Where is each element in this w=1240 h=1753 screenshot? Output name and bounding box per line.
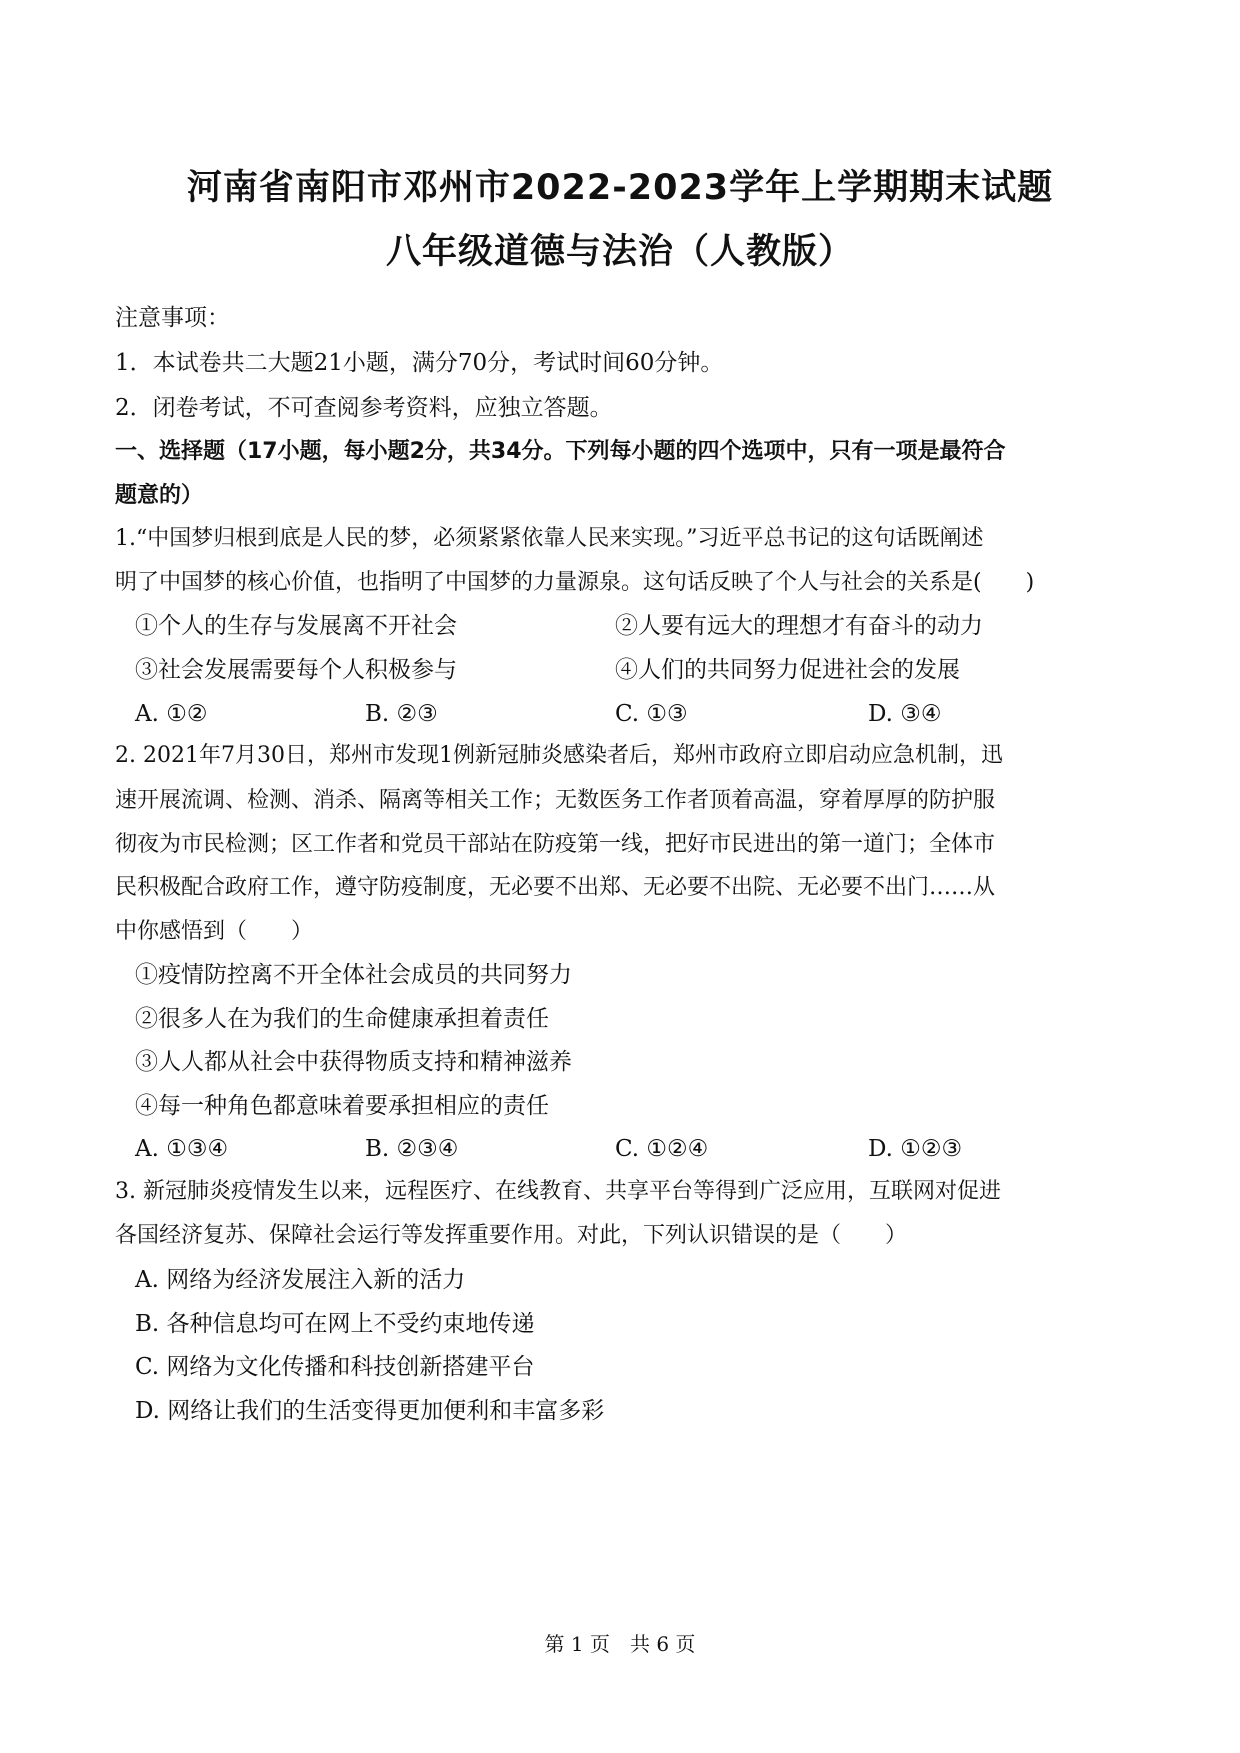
q2-option-d: D. ①②③ — [868, 1136, 963, 1162]
exam-title: 河南省南阳市邓州市2022-2023学年上学期期末试题 — [186, 168, 1054, 208]
q1-text-line-2: 明了中国梦的核心价值，也指明了中国梦的力量源泉。这句话反映了个人与社会的关系是( ) — [115, 570, 1035, 595]
q3-text-line-1: 3. 新冠肺炎疫情发生以来，远程医疗、在线教育、共享平台等得到广泛应用，互联网对促进 — [115, 1179, 1001, 1204]
exam-subtitle: 八年级道德与法治（人教版） — [385, 232, 854, 272]
q1-statement-1: ①个人的生存与发展离不开社会 — [135, 613, 457, 639]
q2-statement-4: ④每一种角色都意味着要承担相应的责任 — [135, 1093, 549, 1119]
q1-statement-3: ③社会发展需要每个人积极参与 — [135, 657, 457, 683]
q2-text-line-1: 2. 2021年7月30日，郑州市发现1例新冠肺炎感染者后，郑州市政府立即启动应急机制，迅 — [115, 743, 1003, 768]
q3-text-line-2: 各国经济复苏、保障社会运行等发挥重要作用。对此，下列认识错误的是（ ） — [115, 1223, 908, 1248]
q2-option-c: C. ①②④ — [615, 1136, 709, 1162]
q1-statement-2: ②人要有远大的理想才有奋斗的动力 — [615, 613, 983, 639]
q1-option-c: C. ①③ — [615, 701, 688, 727]
q1-option-d: D. ③④ — [868, 701, 942, 727]
q1-option-b: B. ②③ — [365, 701, 438, 727]
section-heading: 一、选择题（17小题，每小题2分，共34分。下列每小题的四个选项中，只有一项是最符合 — [115, 439, 1006, 464]
q3-option-c: C. 网络为文化传播和科技创新搭建平台 — [135, 1354, 535, 1380]
q2-option-a: A. ①③④ — [135, 1136, 229, 1162]
q2-statement-1: ①疫情防控离不开全体社会成员的共同努力 — [135, 962, 572, 988]
notice-item-1: 1．本试卷共二大题21小题，满分70分，考试时间60分钟。 — [115, 350, 724, 376]
q2-text-line-4: 民积极配合政府工作，遵守防疫制度，无必要不出郑、无必要不出院、无必要不出门……从 — [115, 875, 996, 900]
q2-option-b: B. ②③④ — [365, 1136, 459, 1162]
q1-text-line-1: 1.“中国梦归根到底是人民的梦，必须紧紧依靠人民来实现。”习近平总书记的这句话既阐述 — [115, 526, 984, 551]
q2-text-line-3: 彻夜为市民检测；区工作者和党员干部站在防疫第一线，把好市民进出的第一道门；全体市 — [115, 832, 996, 857]
q2-text-line-2: 速开展流调、检测、消杀、隔离等相关工作；无数医务工作者顶着高温，穿着厚厚的防护服 — [115, 788, 996, 813]
page-footer: 第 1 页 共 6 页 — [544, 1632, 696, 1656]
q2-statement-2: ②很多人在为我们的生命健康承担着责任 — [135, 1006, 549, 1032]
q2-text-line-5: 中你感悟到（ ） — [115, 919, 314, 944]
q3-option-d: D. 网络让我们的生活变得更加便利和丰富多彩 — [135, 1398, 605, 1424]
notice-heading: 注意事项： — [115, 305, 230, 331]
q2-statement-3: ③人人都从社会中获得物质支持和精神滋养 — [135, 1049, 572, 1075]
q1-statement-4: ④人们的共同努力促进社会的发展 — [615, 657, 960, 683]
q1-option-a: A. ①② — [135, 701, 208, 727]
q3-option-b: B. 各种信息均可在网上不受约束地传递 — [135, 1311, 535, 1337]
section-heading-cont: 题意的） — [115, 483, 204, 508]
q3-option-a: A. 网络为经济发展注入新的活力 — [135, 1267, 466, 1293]
notice-item-2: 2．闭卷考试，不可查阅参考资料，应独立答题。 — [115, 395, 613, 421]
